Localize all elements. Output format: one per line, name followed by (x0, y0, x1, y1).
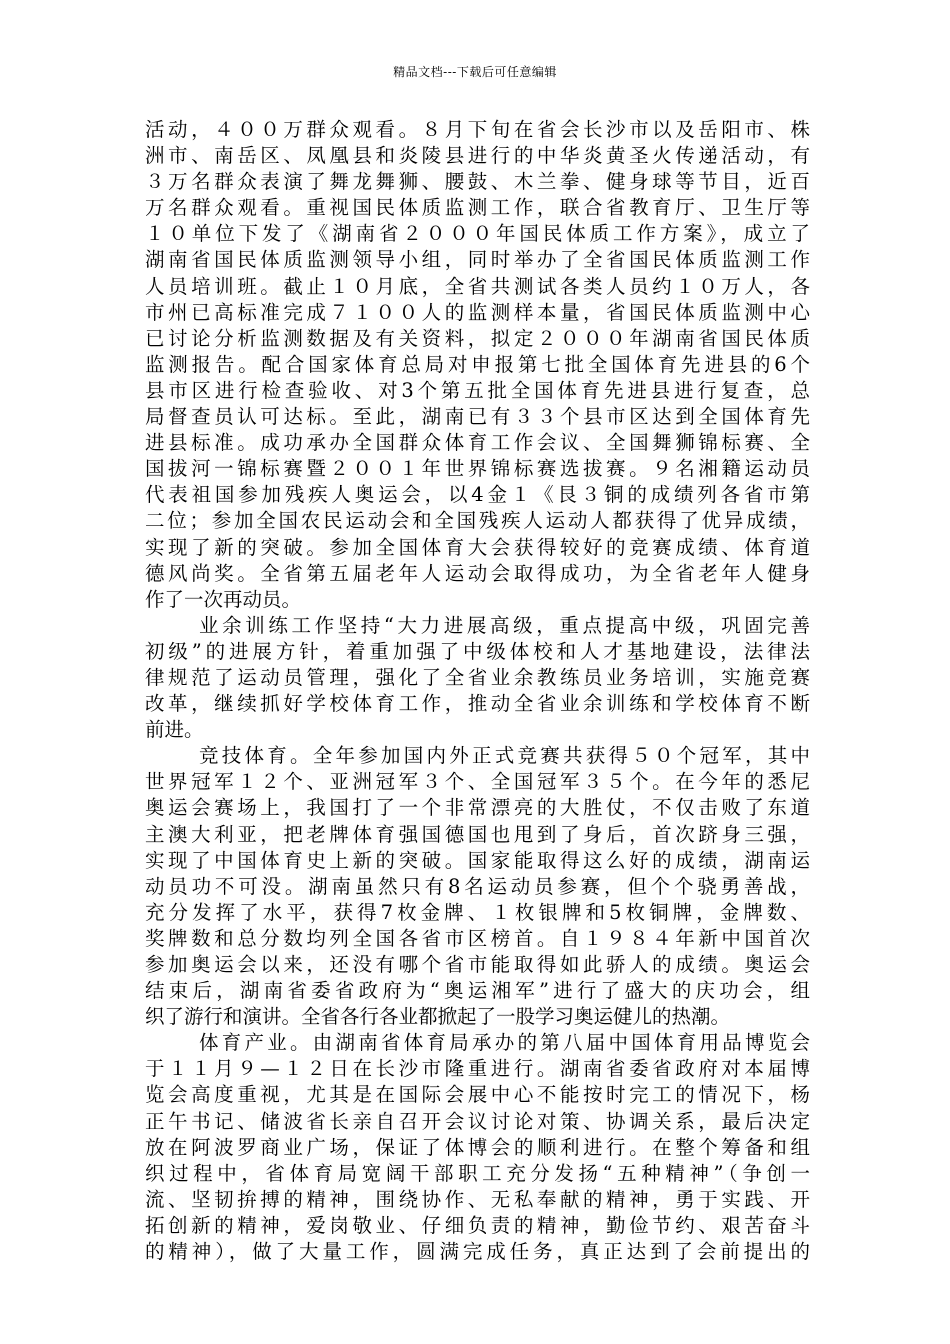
text-line: 国拔河一锦标赛暨２００１年世界锦标赛选拔赛。９名湘籍运动员 (145, 457, 810, 481)
text-line: 流、坚韧拚搏的精神，围绕协作、无私奉献的精神，勇于实践、开 (145, 1187, 810, 1211)
text-line: 初级”的进展方针，着重加强了中级体校和人才基地建设，法律法 (145, 639, 810, 663)
document-body (145, 117, 810, 1265)
text-line: 实现了中国体育史上新的突破。国家能取得这么好的成绩，湖南运 (145, 848, 810, 872)
text-line: 体育产业。由湖南省体育局承办的第八届中国体育用品博览会 (199, 1031, 810, 1055)
text-line: ３万名群众表演了舞龙舞狮、腰鼓、木兰拳、健身球等节目，近百 (145, 170, 810, 194)
text-line: 奥运会赛场上，我国打了一个非常漂亮的大胜仗，不仅击败了东道 (145, 796, 810, 820)
text-line: 动员功不可没。湖南虽然只有8名运动员参赛，但个个骁勇善战， (145, 874, 810, 898)
text-line: 人员培训班。截止１０月底，全省共测试各类人员约１０万人，各 (145, 274, 810, 298)
paragraph (145, 1030, 810, 1265)
text-line: 活动，４００万群众观看。８月下旬在省会长沙市以及岳阳市、株 (145, 118, 810, 141)
text-line: 于１１月９—１２日在长沙市隆重进行。湖南省委省政府对本届博 (145, 1057, 810, 1081)
text-line: 拓创新的精神，爱岗敬业、仔细负责的精神，勤俭节约、艰苦奋斗 (145, 1213, 810, 1237)
text-line: 放在阿波罗商业广场，保证了体博会的顺利进行。在整个筹备和组 (145, 1135, 810, 1159)
text-line: 奖牌数和总分数均列全国各省市区榜首。自１９８４年新中国首次 (145, 926, 810, 950)
text-line: 览会高度重视，尤其是在国际会展中心不能按时完工的情况下，杨 (145, 1083, 810, 1107)
text-line: 作了一次再动员。 (145, 587, 302, 611)
text-line: 参加奥运会以来，还没有哪个省市能取得如此骄人的成绩。奥运会 (145, 953, 810, 976)
text-line: 县市区进行检查验收、对3个第五批全国体育先进县进行复查，总 (145, 378, 810, 402)
text-line: 德风尚奖。全省第五届老年人运动会取得成功，为全省老年人健身 (145, 561, 810, 585)
text-line: 正午书记、储波省长亲自召开会议讨论对策、协调关系，最后决定 (145, 1109, 810, 1133)
text-line: 律规范了运动员管理，强化了全省业余教练员业务培训，实施竞赛 (145, 665, 810, 689)
text-line: 的精神），做了大量工作，圆满完成任务，真正达到了会前提出的 (145, 1240, 810, 1264)
text-line: 竞技体育。全年参加国内外正式竞赛共获得５０个冠军，其中 (199, 744, 810, 768)
text-line: 洲市、南岳区、凤凰县和炎陵县进行的中华炎黄圣火传递活动，有 (145, 144, 810, 168)
text-line: 代表祖国参加残疾人奥运会，以4金１《艮３铜的成绩列各省市第 (145, 483, 810, 507)
text-line: 主澳大利亚，把老牌体育强国德国也甩到了身后，首次跻身三强， (145, 822, 810, 846)
page-header: 精品文档---下载后可任意编辑 (393, 65, 557, 79)
text-line: 二位；参加全国农民运动会和全国残疾人运动人都获得了优异成绩， (145, 509, 810, 533)
text-line: 湖南省国民体质监测领导小组，同时举办了全省国民体质监测工作 (145, 248, 810, 272)
text-line: 充分发挥了水平，获得7枚金牌、１枚银牌和5枚铜牌，金牌数、 (145, 900, 810, 924)
paragraph (145, 117, 810, 613)
text-line: 进县标准。成功承办全国群众体育工作会议、全国舞狮锦标赛、全 (145, 431, 810, 455)
text-line: 织过程中，省体育局宽阔干部职工充分发扬“五种精神”（争创一 (145, 1161, 810, 1185)
text-line: 实现了新的突破。参加全国体育大会获得较好的竞赛成绩、体育道 (145, 535, 810, 559)
paragraph (145, 743, 810, 1030)
text-line: 市州已高标准完成７１００人的监测样本量，省国民体质监测中心 (145, 300, 810, 324)
text-line: 改革，继续抓好学校体育工作，推动全省业余训练和学校体育不断 (145, 692, 810, 716)
text-line: 世界冠军１２个、亚洲冠军３个、全国冠军３５个。在今年的悉尼 (145, 770, 810, 794)
paragraph (145, 613, 810, 743)
text-line: 万名群众观看。重视国民体质监测工作，联合省教育厅、卫生厅等 (145, 196, 810, 220)
text-line: １０单位下发了《湖南省２０００年国民体质工作方案》，成立了 (145, 222, 810, 246)
text-line: 前进。 (145, 718, 204, 742)
text-line: 结束后，湖南省委省政府为“奥运湘军”进行了盛大的庆功会，组 (145, 979, 810, 1003)
text-line: 已讨论分析监测数据及有关资料，拟定２０００年湖南省国民体质 (145, 326, 810, 350)
text-line: 局督查员认可达标。至此，湖南已有３３个县市区达到全国体育先 (145, 405, 810, 429)
text-line: 业余训练工作坚持“大力进展高级，重点提高中级，巩固完善 (199, 613, 810, 637)
text-line: 织了游行和演讲。全省各行各业都掀起了一股学习奥运健儿的热潮。 (145, 1005, 731, 1029)
text-line: 监测报告。配合国家体育总局对申报第七批全国体育先进县的6个 (145, 352, 810, 376)
